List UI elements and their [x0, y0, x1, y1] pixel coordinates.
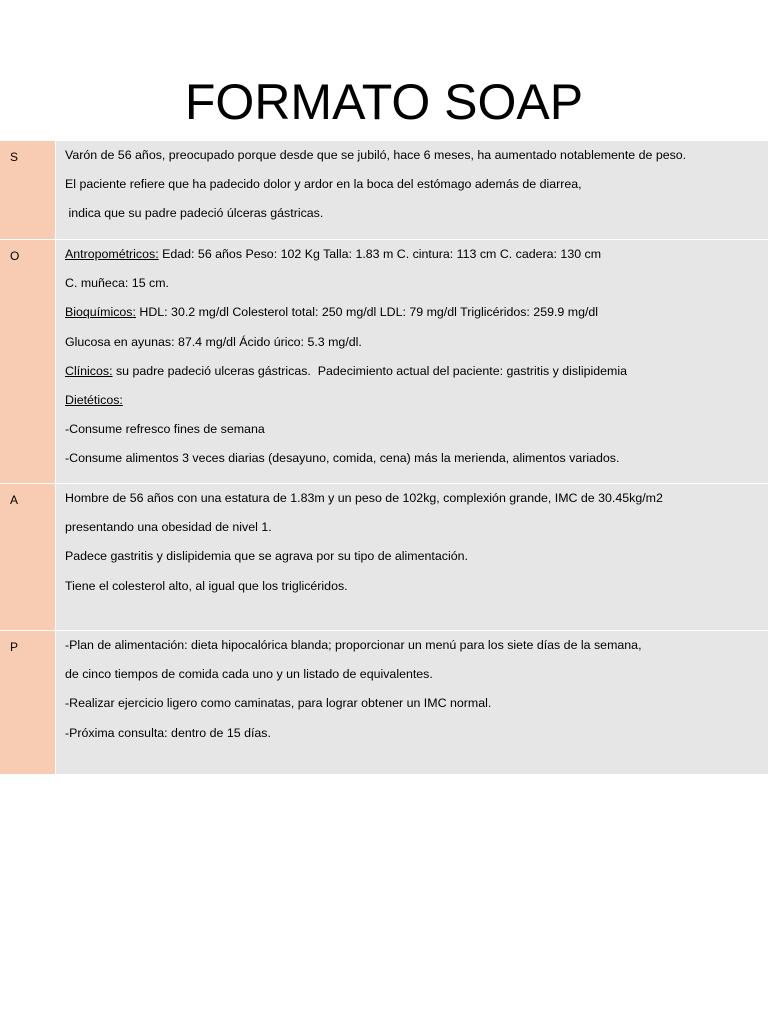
row-key-p: P: [0, 631, 56, 774]
s-line-3: indica que su padre padeció úlceras gástricas.: [65, 206, 324, 221]
a-line-3: Padece gastritis y dislipidemia que se agrava por su tipo de alimentación.: [65, 549, 468, 564]
soap-row-p: [0, 631, 768, 775]
a-line-1: Hombre de 56 años con una estatura de 1.83m y un peso de 102kg, complexión grande, IMC de 30.45kg/m2: [65, 491, 663, 505]
clinicos-label: Clínicos:: [65, 363, 113, 378]
o-clinicos-line: [65, 363, 768, 392]
dieteticos-label: Dietéticos:: [65, 392, 123, 407]
row-key-s: S: [0, 141, 56, 239]
soap-table: [0, 140, 768, 775]
o-dieteticos-line: [65, 392, 768, 421]
row-key-o: O: [0, 240, 56, 483]
p-line-4: -Próxima consulta: dentro de 15 días.: [65, 725, 271, 740]
p-line-2: de cinco tiempos de comida cada uno y un listado de equivalentes.: [65, 667, 433, 682]
page-title: FORMATO SOAP: [184, 74, 584, 130]
row-content-s: [56, 141, 768, 239]
o-glucosa-line: Glucosa en ayunas: 87.4 mg/dl Ácido úrico: 5.3 mg/dl.: [65, 334, 362, 349]
a-line-4: Tiene el colesterol alto, al igual que los triglicéridos.: [65, 578, 348, 593]
soap-row-a: [0, 484, 768, 631]
antropometricos-text: Edad: 56 años Peso: 102 Kg Talla: 1.83 m C. cintura: 113 cm C. cadera: 130 cm: [158, 247, 602, 261]
soap-row-s: [0, 140, 768, 240]
clinicos-text: su padre padeció ulceras gástricas. Padecimiento actual del paciente: gastritis y dislipidemia: [112, 363, 627, 378]
row-key-a: A: [0, 484, 56, 630]
row-content-p: [56, 631, 768, 774]
o-bioquimicos-line: [65, 304, 768, 333]
row-content-a: [56, 484, 768, 630]
o-diet-line-2: -Consume alimentos 3 veces diarias (desayuno, comida, cena) más la merienda, alimentos variados.: [65, 451, 620, 466]
soap-row-o: [0, 240, 768, 484]
antropometricos-label: Antropométricos:: [65, 247, 159, 261]
bioquimicos-text: HDL: 30.2 mg/dl Colesterol total: 250 mg/dl LDL: 79 mg/dl Triglicéridos: 259.9 mg/dl: [135, 305, 599, 320]
a-line-2: presentando una obesidad de nivel 1.: [65, 520, 272, 535]
o-antropometricos-line: [65, 246, 768, 275]
s-line-2: El paciente refiere que ha padecido dolor y ardor en la boca del estómago además de diarrea,: [65, 177, 582, 192]
p-line-1: -Plan de alimentación: dieta hipocalórica blanda; proporcionar un menú para los siete días de la semana,: [65, 638, 642, 652]
p-line-3: -Realizar ejercicio ligero como caminatas, para lograr obtener un IMC normal.: [65, 696, 492, 711]
s-line-1: Varón de 56 años, preocupado porque desde que se jubiló, hace 6 meses, ha aumentado notablemente de peso.: [65, 148, 687, 162]
o-muneca-line: C. muñeca: 15 cm.: [65, 276, 169, 291]
o-diet-line-1: -Consume refresco fines de semana: [65, 422, 265, 437]
bioquimicos-label: Bioquímicos:: [65, 305, 136, 320]
row-content-o: [56, 240, 768, 483]
